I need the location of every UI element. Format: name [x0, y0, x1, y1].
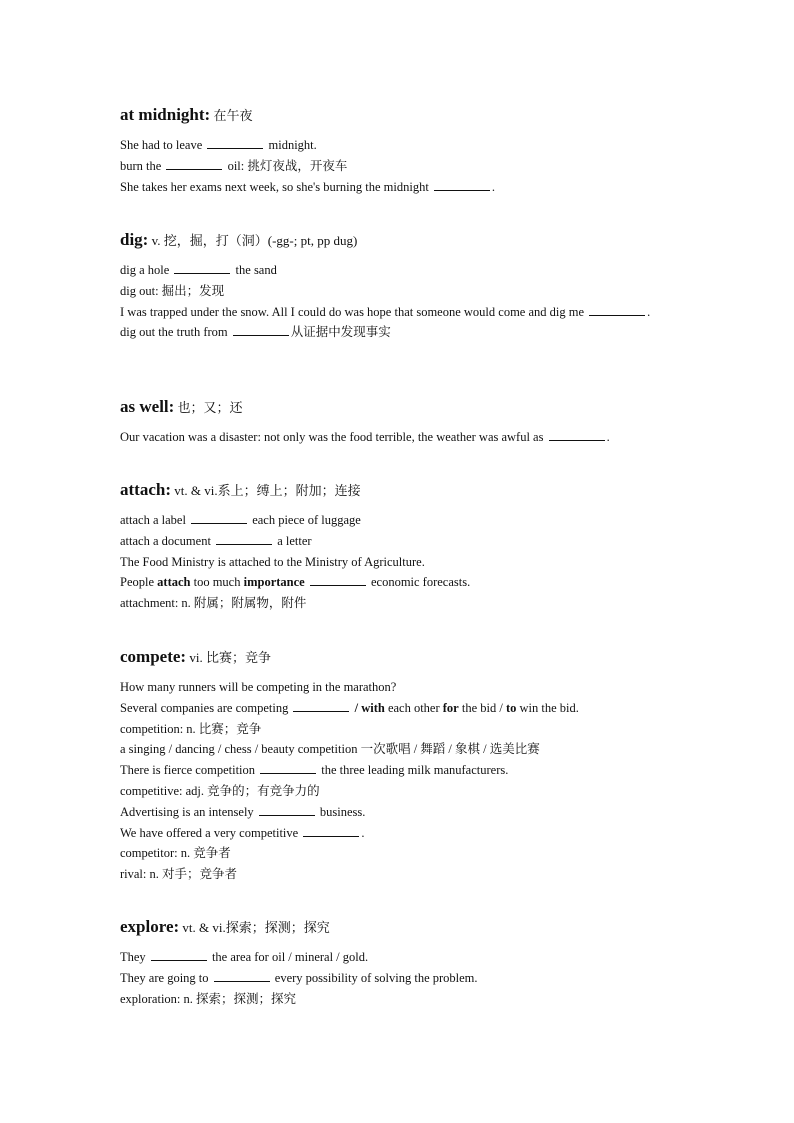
example-text: They are going to — [120, 970, 212, 985]
example-text: a letter — [274, 533, 312, 548]
example-line — [120, 719, 680, 740]
answer-blank — [310, 575, 366, 586]
example-text: burn the — [120, 158, 165, 173]
answer-blank — [293, 701, 349, 712]
example-text: attachment: n. 附属；附属物，附件 — [120, 596, 307, 611]
emphasis-text: for — [442, 700, 459, 715]
example-text: dig out: 掘出；发现 — [120, 283, 225, 298]
example-text: Several companies are competing — [120, 700, 292, 715]
entry-at-midnight — [120, 106, 680, 197]
example-text: exploration: n. 探索；探测；探究 — [120, 991, 297, 1006]
entry-heading — [120, 648, 680, 667]
example-text — [305, 575, 308, 589]
headword: as well: — [120, 397, 175, 416]
example-text: People — [120, 575, 158, 590]
emphasis-text: to — [505, 700, 517, 715]
example-line — [120, 135, 680, 156]
emphasis-text: / with — [354, 700, 385, 715]
answer-blank — [434, 180, 490, 191]
example-text: the area for oil / mineral / gold. — [208, 950, 369, 964]
example-text: We have offered a very competitive — [120, 825, 302, 840]
entry-attach — [120, 481, 680, 614]
example-line — [120, 260, 680, 281]
example-text: attach a label — [120, 513, 190, 527]
example-line — [120, 739, 680, 760]
example-text: attach a document — [120, 533, 215, 548]
example-line — [120, 531, 680, 552]
definition: vi. 比赛；竞争 — [189, 650, 271, 665]
example-text: the sand — [232, 263, 277, 277]
example-text: midnight. — [265, 138, 317, 152]
answer-blank — [260, 763, 316, 774]
example-text: the three leading milk manufacturers. — [318, 763, 509, 778]
entry-as-well — [120, 398, 680, 448]
example-text: . — [491, 179, 496, 194]
definition: 在午夜 — [213, 108, 253, 123]
example-line — [120, 281, 680, 302]
example-text: Our vacation was a disaster: not only was the food terrible, the weather was awful as — [120, 430, 547, 444]
example-line — [120, 593, 680, 614]
example-line — [120, 989, 680, 1010]
example-text: . — [361, 825, 365, 840]
example-line — [120, 322, 680, 343]
entry-explore — [120, 918, 680, 1009]
headword: compete: — [120, 647, 187, 666]
example-text: 从证据中发现事实 — [290, 325, 391, 340]
example-line — [120, 968, 680, 989]
example-line — [120, 677, 680, 698]
example-text: every possibility of solving the problem. — [271, 970, 478, 985]
headword: explore: — [120, 917, 180, 936]
example-line — [120, 802, 680, 823]
example-text: economic forecasts. — [367, 575, 471, 590]
answer-blank — [216, 534, 272, 545]
example-text: The Food Ministry is attached to the Ministry of Agriculture. — [120, 554, 425, 569]
example-line — [120, 864, 680, 885]
example-text: I was trapped under the snow. All I could do was hope that someone would come and dig me — [120, 304, 588, 319]
example-text: each other — [384, 700, 443, 715]
example-line — [120, 572, 680, 593]
example-text: rival: n. 对手；竞争者 — [120, 867, 238, 882]
example-text: Advertising is an intensely — [120, 804, 257, 819]
answer-blank — [549, 430, 605, 441]
headword: attach: — [120, 480, 171, 499]
definition: vt. & vi.系上；缚上；附加；连接 — [174, 483, 361, 498]
example-text: She had to leave — [120, 138, 206, 152]
example-text: She takes her exams next week, so she's burning the midnight — [120, 179, 432, 194]
example-text: competitive: adj. 竞争的；有竞争力的 — [120, 783, 320, 798]
entry-heading — [120, 231, 680, 250]
example-line — [120, 760, 680, 781]
example-text: dig out the truth from — [120, 325, 231, 340]
example-text: competition: n. 比赛；竞争 — [120, 721, 262, 736]
example-text: oil: 挑灯夜战，开夜车 — [224, 158, 348, 173]
headword: dig: — [120, 230, 149, 249]
example-text: How many runners will be competing in the marathon? — [120, 680, 397, 694]
entry-heading — [120, 106, 680, 125]
example-text: win the bid. — [516, 700, 579, 715]
example-text: too much — [190, 575, 244, 590]
answer-blank — [589, 305, 645, 316]
entry-dig — [120, 231, 680, 343]
example-text: each piece of luggage — [249, 513, 361, 527]
example-text: . — [647, 304, 651, 319]
answer-blank — [207, 138, 263, 149]
example-text: There is fierce competition — [120, 763, 259, 778]
answer-blank — [191, 513, 247, 524]
example-line — [120, 510, 680, 531]
headword: at midnight: — [120, 105, 211, 124]
example-text: competitor: n. 竞争者 — [120, 846, 231, 861]
definition: 也；又；还 — [177, 400, 243, 415]
emphasis-text: importance — [243, 575, 305, 590]
example-line — [120, 781, 680, 802]
example-line — [120, 698, 680, 719]
answer-blank — [214, 971, 270, 982]
example-text: . — [606, 430, 610, 444]
example-line — [120, 302, 680, 323]
emphasis-text: attach — [157, 575, 191, 590]
entry-heading — [120, 398, 680, 417]
example-text: They — [120, 950, 149, 964]
answer-blank — [259, 805, 315, 816]
example-line — [120, 843, 680, 864]
entry-heading — [120, 918, 680, 937]
example-line — [120, 156, 680, 177]
example-text: a singing / dancing / chess / beauty competition 一次歌唱 / 舞蹈 / 象棋 / 选美比赛 — [120, 742, 540, 757]
answer-blank — [151, 950, 207, 961]
example-text: the bid / — [458, 700, 506, 715]
answer-blank — [166, 159, 222, 170]
example-line — [120, 427, 680, 448]
definition: vt. & vi.探索；探测；探究 — [182, 920, 330, 935]
example-line — [120, 947, 680, 968]
entry-compete — [120, 648, 680, 885]
example-line — [120, 177, 680, 198]
answer-blank — [303, 826, 359, 837]
answer-blank — [233, 325, 289, 336]
example-line — [120, 823, 680, 844]
example-line — [120, 552, 680, 573]
example-text: dig a hole — [120, 263, 173, 277]
entry-heading — [120, 481, 680, 500]
example-text: business. — [316, 804, 366, 819]
answer-blank — [174, 263, 230, 274]
definition: v. 挖，掘，打（洞）(-gg-; pt, pp dug) — [151, 233, 358, 248]
